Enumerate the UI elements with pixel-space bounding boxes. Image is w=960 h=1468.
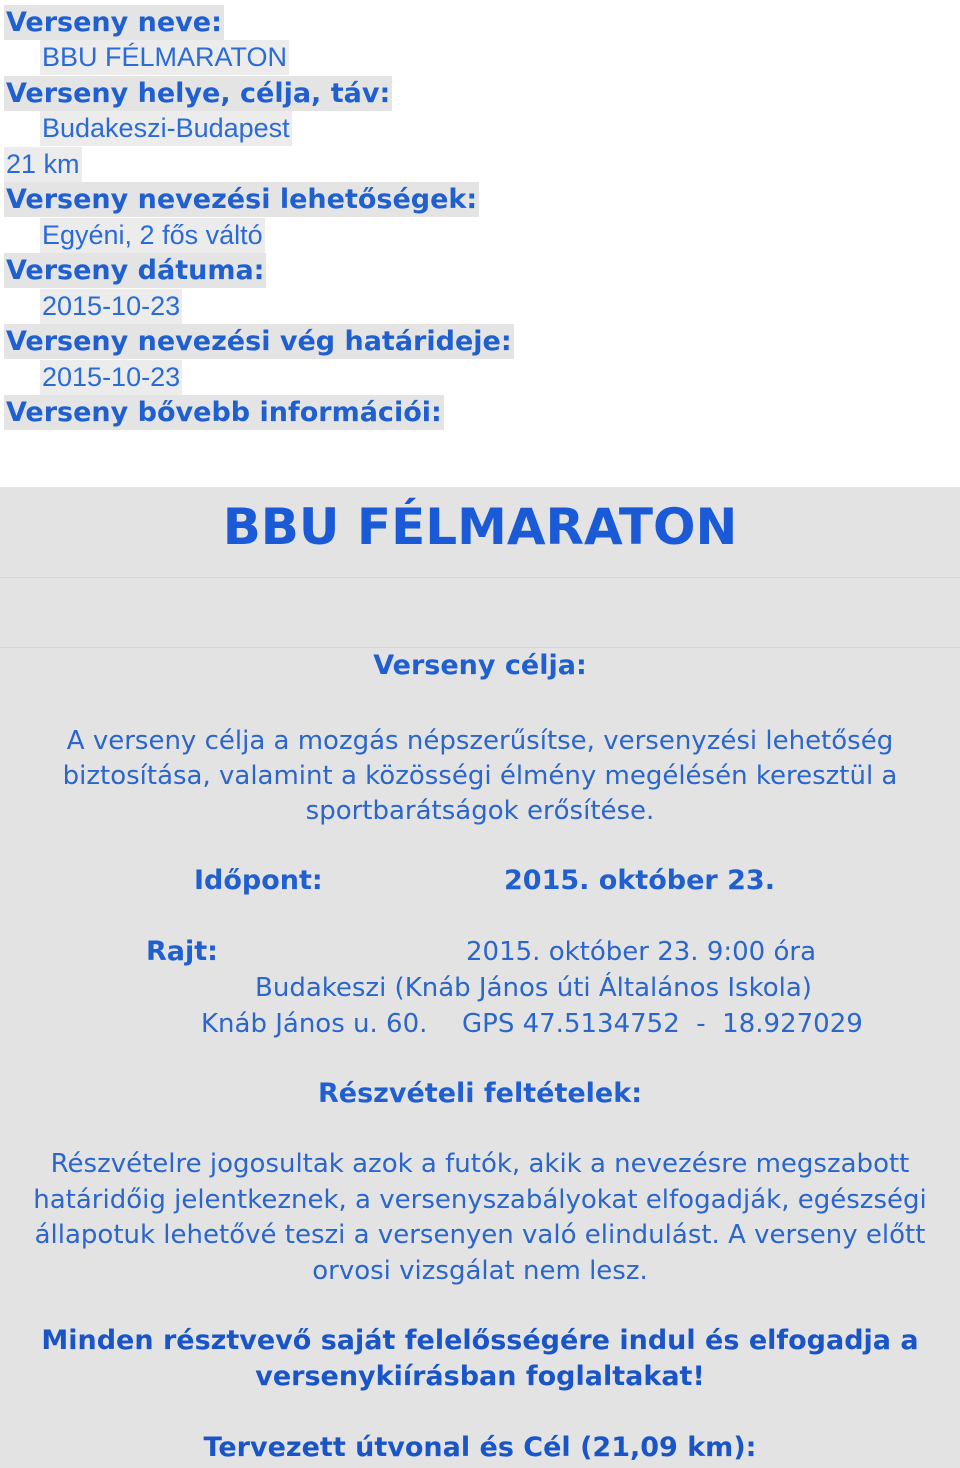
conditions-heading: Részvételi feltételek: (318, 1078, 642, 1109)
goal-line: biztosítása, valamint a közösségi élmény megélésén keresztül a (62, 761, 898, 791)
goal-line: A verseny célja a mozgás népszerűsítse, versenyzési lehetőség (66, 726, 894, 756)
field-label-date: Verseny dátuma: (6, 255, 265, 286)
field-value-deadline: 2015-10-23 (40, 360, 182, 395)
start-gps: GPS 47.5134752 - 18.927029 (462, 1009, 863, 1039)
conditions-line: orvosi vizsgálat nem lesz. (312, 1256, 648, 1286)
field-label-deadline: Verseny nevezési vég határideje: (6, 326, 512, 357)
goal-heading: Verseny célja: (373, 650, 587, 681)
more-info-panel (0, 487, 960, 1468)
field-label-entry-options: Verseny nevezési lehetőségek: (6, 184, 478, 215)
responsibility-line: Minden résztvevő saját felelősségére indul és elfogadja a (41, 1325, 919, 1356)
field-value-entry-options: Egyéni, 2 fős váltó (40, 218, 265, 253)
field-value-date: 2015-10-23 (40, 289, 182, 324)
conditions-line: állapotuk lehetővé teszi a versenyen való elindulást. A verseny előtt (34, 1220, 926, 1250)
panel-title: BBU FÉLMARATON (222, 498, 738, 556)
start-value: 2015. október 23. 9:00 óra (466, 937, 817, 967)
field-label-name: Verseny neve: (6, 7, 222, 38)
conditions-line: határidőig jelentkeznek, a versenyszabályokat elfogadják, egészségi (33, 1185, 927, 1215)
divider (0, 647, 960, 648)
responsibility-line: versenykiírásban foglaltakat! (255, 1361, 705, 1392)
divider (0, 577, 960, 578)
field-value-name: BBU FÉLMARATON (40, 40, 289, 75)
field-value-location: Budakeszi-Budapest (40, 111, 292, 146)
time-value: 2015. október 23. (504, 865, 775, 896)
time-label: Időpont: (194, 865, 323, 896)
start-label: Rajt: (146, 936, 218, 967)
goal-line: sportbarátságok erősítése. (305, 796, 655, 826)
start-place: Budakeszi (Knáb János úti Általános Iskola) (255, 973, 812, 1003)
route-heading: Tervezett útvonal és Cél (21,09 km): (203, 1432, 757, 1463)
start-address: Knáb János u. 60. (201, 1009, 428, 1039)
field-label-location: Verseny helye, célja, táv: (6, 78, 391, 109)
conditions-line: Részvételre jogosultak azok a futók, akik a nevezésre megszabott (50, 1149, 910, 1179)
field-value-distance: 21 km (4, 147, 82, 182)
field-label-more-info: Verseny bővebb információi: (6, 397, 442, 428)
